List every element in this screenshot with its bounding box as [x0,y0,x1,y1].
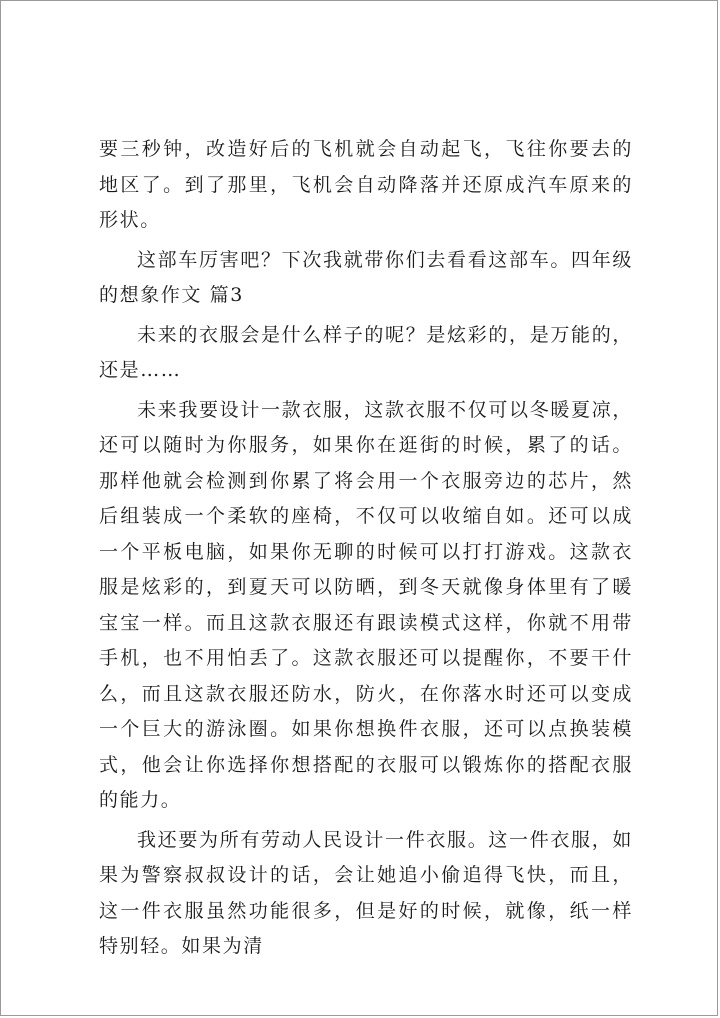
paragraph-1: 要三秒钟，改造好后的飞机就会自动起飞，飞往你要去的地区了。到了那里，飞机会自动降落并还原成汽车原来的形状。 [99,138,633,231]
paragraph-4: 未来我要设计一款衣服，这款衣服不仅可以冬暖夏凉，还可以随时为你服务，如果你在逛街的时候，累了的话。那样他就会检测到你累了将会用一个衣服旁边的芯片，然后组装成一个柔软的座椅，不仅可以收缩自如。还可以成一个平板电脑，如果你无聊的时候可以打打游戏。这款衣服是炫彩的，到夏天可以防晒，到冬天就像身体里有了暖宝宝一样。而且这款衣服还有跟读模式这样，你就不用带手机，也不用怕丢了。这款衣服还可以提醒你，不要干什么，而且这款衣服还防水，防火，在你落水时还可以变成一个巨大的游泳圈。如果你想换件衣服，还可以点换装模式，他会让你选择你想搭配的衣服可以锻炼你的搭配衣服的能力。 [99,398,633,811]
paragraph-3: 未来的衣服会是什么样子的呢？是炫彩的，是万能的，还是…… [99,323,633,381]
paragraph-2: 这部车厉害吧？下次我就带你们去看看这部车。四年级的想象作文 篇3 [99,248,633,306]
paragraph-5: 我还要为所有劳动人民设计一件衣服。这一件衣服，如果为警察叔叔设计的话，会让她追小偷追得飞快，而且，这一件衣服虽然功能很多，但是好的时候，就像，纸一样特别轻。如果为清 [99,828,633,957]
document-body [99,132,633,965]
